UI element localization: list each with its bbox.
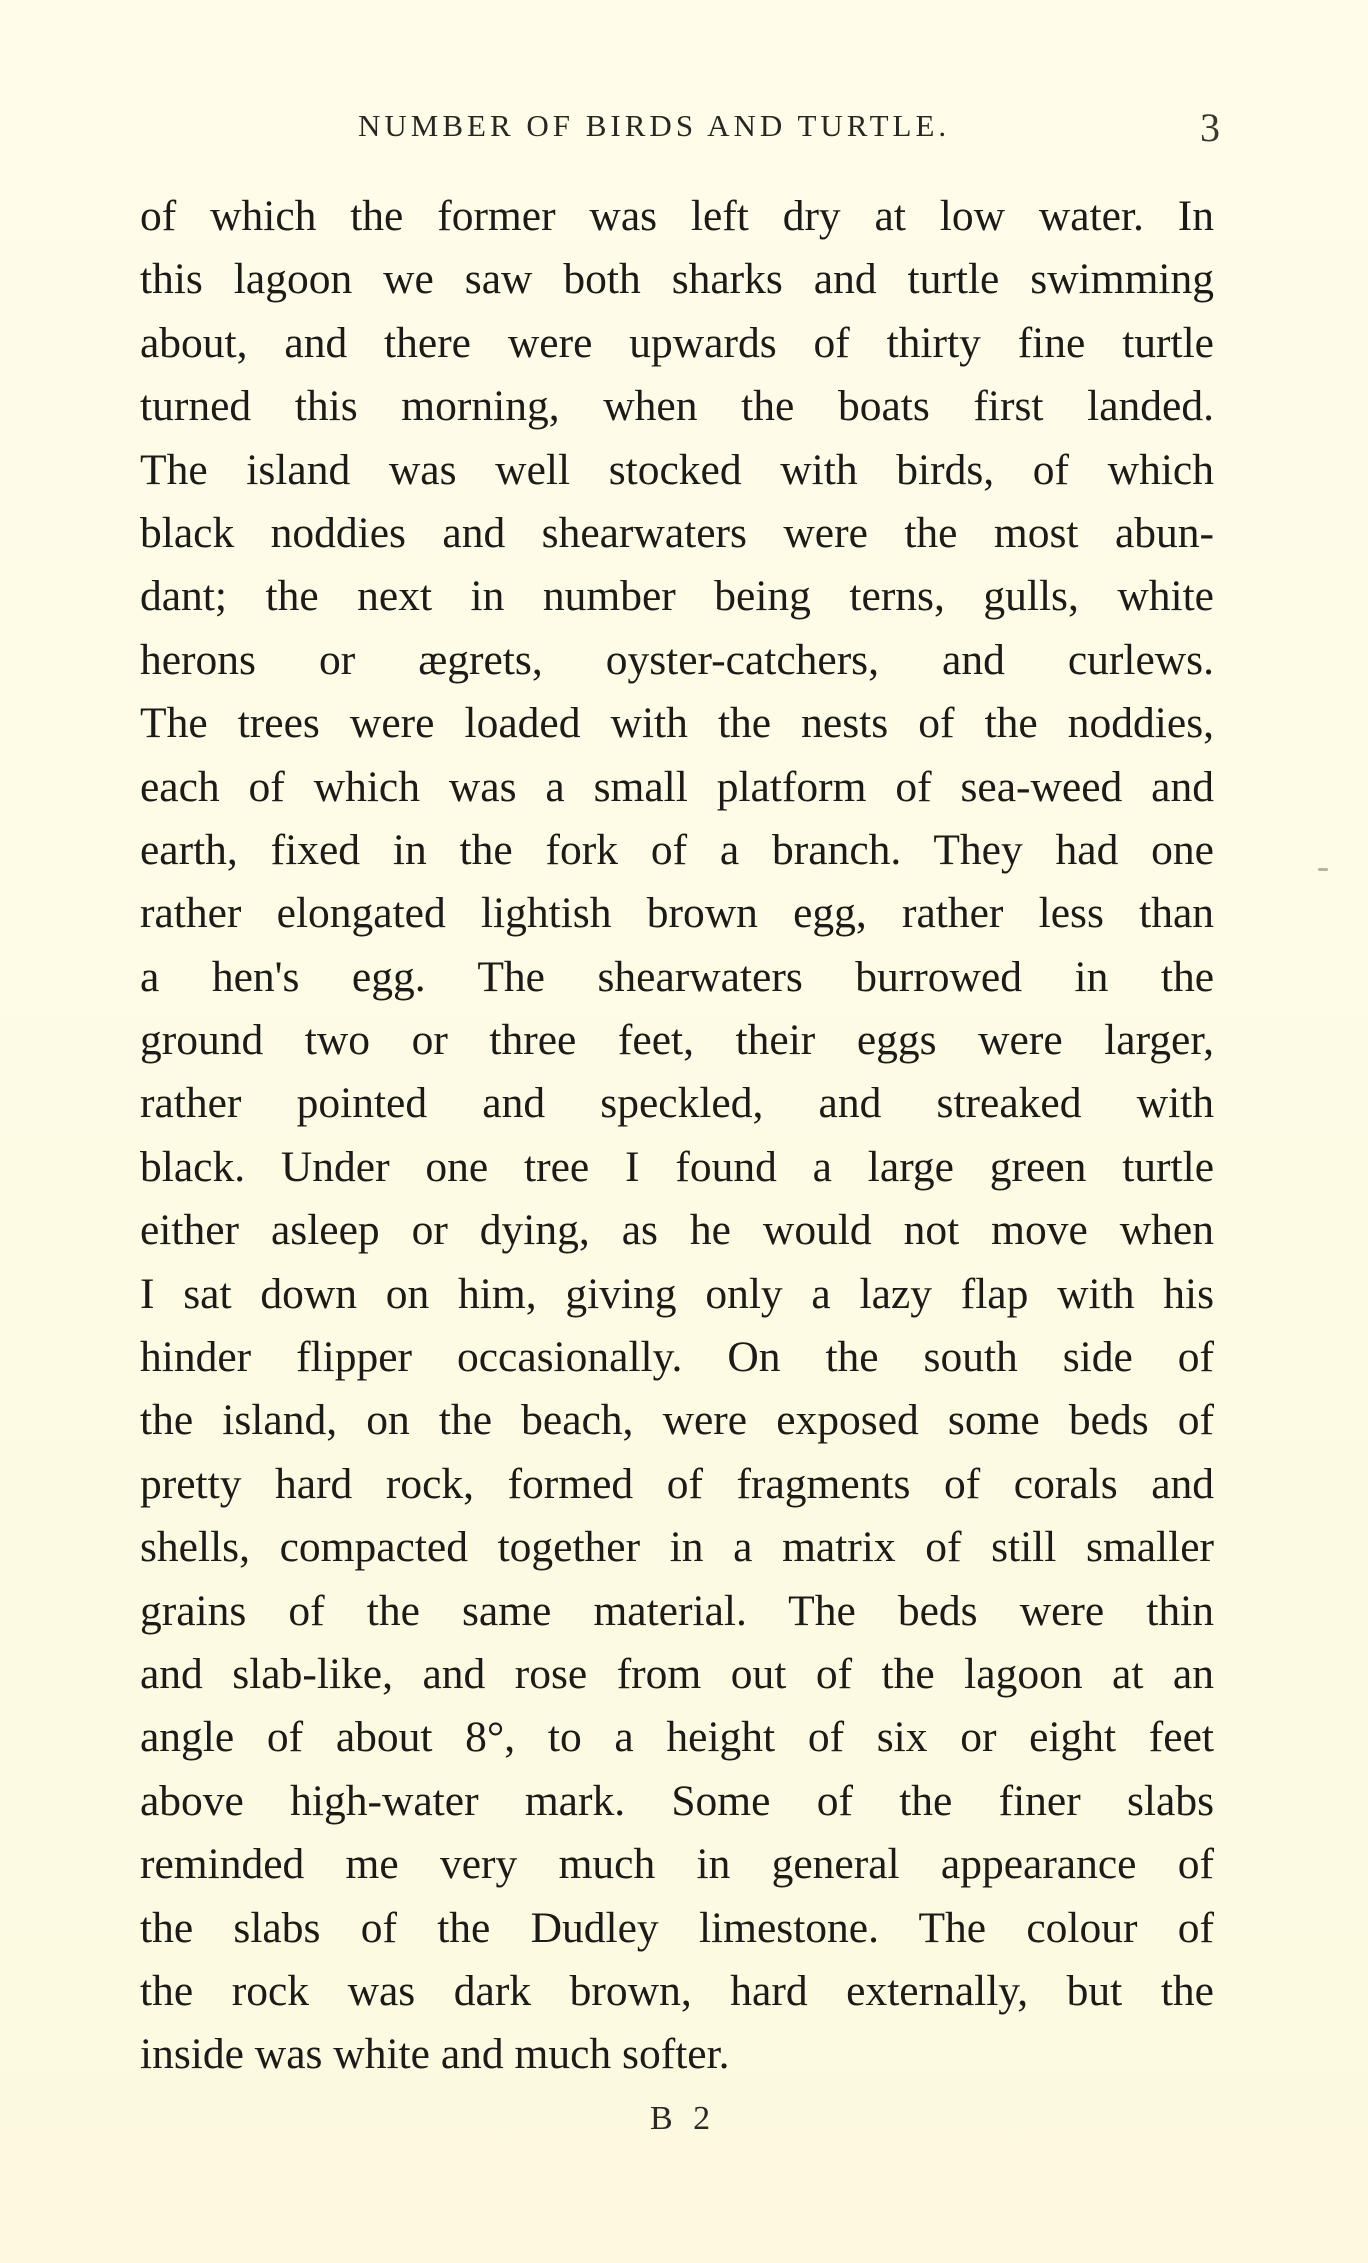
text-line: each of which was a small platform of sea-weed and <box>140 762 1214 811</box>
text-line: black noddies and shearwaters were the most abun- <box>140 508 1214 557</box>
text-line: pretty hard rock, formed of fragments of corals and <box>140 1459 1214 1508</box>
text-line: reminded me very much in general appearance of <box>140 1840 1214 1889</box>
text-line: The trees were loaded with the nests of the noddies, <box>140 699 1214 748</box>
text-line: turned this morning, when the boats first landed. <box>140 382 1214 431</box>
text-line: grains of the same material. The beds were thin <box>140 1586 1214 1635</box>
text-line: rather pointed and speckled, and streaked with <box>140 1079 1214 1128</box>
text-line-last: inside was white and much softer. <box>140 2030 730 2079</box>
text-line: the island, on the beach, were exposed some beds of <box>140 1396 1214 1445</box>
page-number: 3 <box>1200 105 1220 150</box>
paper-speck <box>1318 868 1328 871</box>
signature-mark: B 2 <box>650 2100 717 2137</box>
text-line: about, and there were upwards of thirty fine turtle <box>140 318 1214 367</box>
text-line: the slabs of the Dudley limestone. The colour of <box>140 1903 1214 1952</box>
text-line: earth, fixed in the fork of a branch. They had one <box>140 825 1214 874</box>
text-line: above high-water mark. Some of the finer slabs <box>140 1776 1214 1825</box>
text-line: and slab-like, and rose from out of the lagoon at an <box>140 1649 1214 1698</box>
text-line: black. Under one tree I found a large green turtle <box>140 1142 1214 1191</box>
text-line: rather elongated lightish brown egg, rather less than <box>140 889 1214 938</box>
text-line: ground two or three feet, their eggs were larger, <box>140 1016 1214 1065</box>
text-line: dant; the next in number being terns, gulls, white <box>140 572 1214 621</box>
text-line: I sat down on him, giving only a lazy flap with his <box>140 1269 1214 1318</box>
text-line: either asleep or dying, as he would not move when <box>140 1206 1214 1255</box>
text-line: of which the former was left dry at low water. In <box>140 192 1214 240</box>
text-line: herons or ægrets, oyster-catchers, and curlews. <box>140 635 1214 684</box>
text-line: this lagoon we saw both sharks and turtle swimming <box>140 255 1214 304</box>
running-title: NUMBER OF BIRDS AND TURTLE. <box>358 108 951 143</box>
text-line: The island was well stocked with birds, of which <box>140 445 1214 494</box>
text-line: the rock was dark brown, hard externally, but the <box>140 1966 1214 2015</box>
body-text <box>140 185 1214 2087</box>
text-line: shells, compacted together in a matrix of still smaller <box>140 1523 1214 1572</box>
text-line: hinder flipper occasionally. On the south side of <box>140 1333 1214 1382</box>
text-line: angle of about 8°, to a height of six or eight feet <box>140 1713 1214 1762</box>
running-head <box>140 105 1220 158</box>
text-line: a hen's egg. The shearwaters burrowed in the <box>140 952 1214 1001</box>
